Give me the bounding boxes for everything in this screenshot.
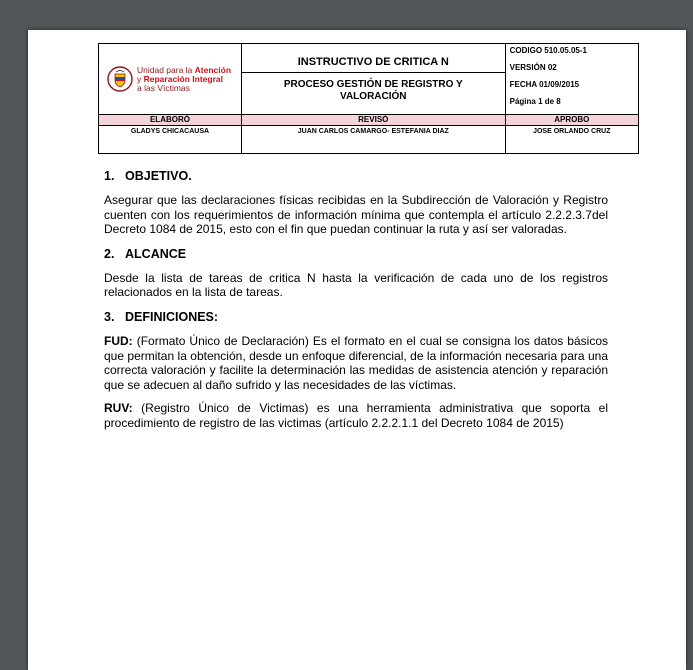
- ruv-definition: [104, 401, 608, 430]
- fud-text: (Formato Único de Declaración) Es el formato en el cual se consigna los datos básicos que permitan la obtención, desde un enfoque diferencial, de la información necesaria para una correcta valoración y facilite la determinación las medidas de asistencia atención y reparación que se adecuen al daño sufrido y las necesidades de las víctimas.: [104, 333, 608, 392]
- logo-line3: a las Víctimas: [137, 82, 190, 93]
- document-body: [104, 169, 608, 431]
- definiciones-number: 3.: [104, 309, 115, 324]
- logo-line1: Unidad para la: [137, 64, 193, 75]
- signature-values-row: [99, 126, 639, 154]
- elaboro-name: GLADYS CHICACAUSA: [99, 126, 242, 154]
- coat-of-arms-icon: [107, 66, 133, 92]
- logo-line2: y: [137, 73, 142, 84]
- ruv-term: RUV:: [104, 401, 133, 416]
- fud-term: FUD:: [104, 333, 133, 348]
- aprobo-label: APROBO: [505, 115, 638, 126]
- document-header-table: [98, 43, 639, 154]
- aprobo-name: JOSE ORLANDO CRUZ: [505, 126, 638, 154]
- fud-definition: [104, 334, 608, 392]
- reviso-label: REVISÓ: [241, 115, 505, 126]
- definiciones-title: DEFINICIONES:: [125, 309, 219, 324]
- title-cell: [241, 44, 505, 115]
- reviso-name: JUAN CARLOS CAMARGO- ESTEFANIA DIAZ: [241, 126, 505, 154]
- codigo-text: CODIGO 510.05.05-1: [509, 46, 587, 55]
- alcance-number: 2.: [104, 246, 115, 261]
- logo-cell: [99, 44, 242, 115]
- ruv-text: (Registro Único de Victimas) es una herramienta administrativa que soporta el procedimiento de registro de las victimas (artículo 2.2.2.1.1 del Decreto 1084 de 2015): [104, 401, 608, 430]
- objetivo-paragraph: Asegurar que las declaraciones físicas recibidas en la Subdirección de Valoración y Registro cuenten con los requerimientos de información mínima que contempla el artículo 2.2.2.3.7del Decreto 1084 de 2015, esto con el fin que puedan continuar la ruta y así ser valoradas.: [104, 193, 608, 237]
- logo-line2-bold: Reparación Integral: [143, 73, 223, 84]
- document-page: [28, 30, 686, 670]
- logo-wordmark: [137, 66, 231, 93]
- process-subtitle: PROCESO GESTIÓN DE REGISTRO Y VALORACIÓN: [283, 78, 463, 102]
- fecha-text: FECHA 01/09/2015: [509, 80, 580, 89]
- signature-header-row: [99, 115, 639, 126]
- objetivo-title: OBJETIVO.: [125, 169, 192, 183]
- alcance-title: ALCANCE: [125, 246, 187, 261]
- objetivo-number: 1.: [104, 169, 115, 183]
- document-title: INSTRUCTIVO DE CRITICA N: [242, 50, 505, 73]
- objetivo-heading: [104, 169, 608, 183]
- definiciones-heading: [104, 310, 608, 324]
- pagina-text: Página 1 de 8: [509, 97, 561, 106]
- alcance-heading: [104, 247, 608, 261]
- version-text: VERSIÓN 02: [509, 63, 557, 72]
- meta-cell: [505, 44, 638, 115]
- elaboro-label: ELABORÓ: [99, 115, 242, 126]
- alcance-paragraph: Desde la lista de tareas de critica N hasta la verificación de cada uno de los registros relacionados en la lista de tareas.: [104, 270, 608, 300]
- logo-line1-bold: Atención: [194, 64, 232, 75]
